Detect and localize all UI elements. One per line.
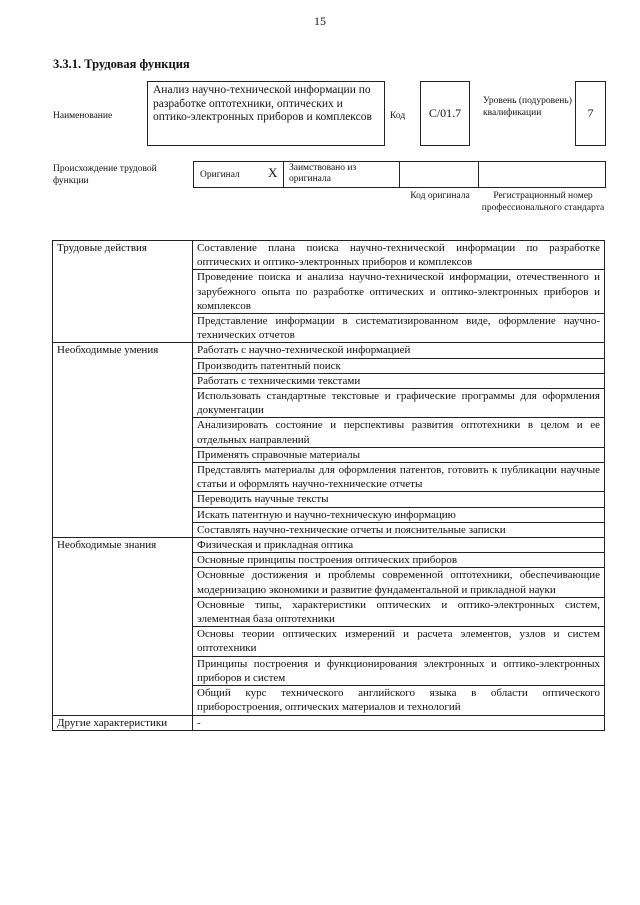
function-code-box: C/01.7 <box>420 81 470 146</box>
table-row <box>53 241 605 270</box>
table-cell: Общий курс технического английского языка в области оптического приборостроения, оптических материалов и технологий <box>193 686 605 715</box>
table-cell: Составлять научно-технические отчеты и пояснительные записки <box>193 522 605 537</box>
original-mark: X <box>268 165 278 180</box>
name-label: Наименование <box>53 111 113 121</box>
table-cell: Представление информации в систематизированном виде, оформление научно-технических отчетов <box>193 314 605 343</box>
table-row <box>53 538 605 553</box>
table-cell: Основные типы, характеристики оптических и оптико-электронных систем, элементная база оптотехники <box>193 597 605 626</box>
table-cell: Переводить научные тексты <box>193 492 605 507</box>
table-cell: Составление плана поиска научно-технической информации по разработке оптических и оптико-электронных приборов и комплексов <box>193 241 605 270</box>
knowledge-label: Необходимые знания <box>53 538 193 715</box>
section-title: 3.3.1. Трудовая функция <box>53 57 190 71</box>
table-cell: Искать патентную и научно-техническую информацию <box>193 507 605 522</box>
table-cell: - <box>193 715 605 730</box>
table-cell: Работать с научно-технической информацией <box>193 343 605 358</box>
table-cell: Основы теории оптических измерений и расчета элементов, узлов и систем оптотехники <box>193 627 605 656</box>
original-code-cell <box>400 162 479 187</box>
table-cell: Представлять материалы для оформления патентов, готовить к публикации научные статьи и оформлять научно-технические отчеты <box>193 463 605 492</box>
table-cell: Физическая и прикладная оптика <box>193 538 605 553</box>
labor-actions-label: Трудовые действия <box>53 241 193 343</box>
page-number: 15 <box>314 14 326 28</box>
table-cell: Работать с техническими текстами <box>193 373 605 388</box>
original-code-caption: Код оригинала <box>410 191 470 201</box>
table-cell: Основные принципы построения оптических приборов <box>193 553 605 568</box>
table-row <box>53 715 605 730</box>
table-cell: Принципы построения и функционирования электронных и оптико-электронных приборов и систем <box>193 656 605 685</box>
registration-number-cell <box>479 162 605 187</box>
table-cell: Анализировать состояние и перспективы развития оптотехники в целом и ее отдельных направлений <box>193 418 605 447</box>
borrowed-cell: Заимствовано из оригинала <box>284 162 400 187</box>
table-cell: Использовать стандартные текстовые и графические программы для оформления документации <box>193 389 605 418</box>
table-cell: Применять справочные материалы <box>193 447 605 462</box>
skills-label: Необходимые умения <box>53 343 193 538</box>
function-name-box: Анализ научно-технической информации по разработке оптотехники, оптических и оптико-электронных приборов и комплексов <box>147 81 385 146</box>
origin-row <box>193 161 606 188</box>
origin-label: Происхождение трудовой функции <box>53 164 157 186</box>
qualification-level-box: 7 <box>575 81 606 146</box>
code-label: Код <box>390 111 406 121</box>
table-cell: Проведение поиска и анализа научно-технической информации, отечественного и зарубежного опыта по разработке оптических и оптико-электронных приборов и комплексов <box>193 270 605 314</box>
table-cell: Производить патентный поиск <box>193 358 605 373</box>
other-characteristics-label: Другие характеристики <box>53 715 193 730</box>
original-cell <box>194 162 284 187</box>
table-cell: Основные достижения и проблемы современной оптотехники, обеспечивающие модернизацию экономики и развитие фундаментальной и прикладной науки <box>193 568 605 597</box>
registration-number-caption: Регистрационный номер профессионального стандарта <box>481 191 605 213</box>
level-label: Уровень (подуровень) квалификации <box>483 96 572 118</box>
function-details-table <box>52 240 605 731</box>
original-label: Оригинал <box>200 170 240 180</box>
table-row <box>53 343 605 358</box>
